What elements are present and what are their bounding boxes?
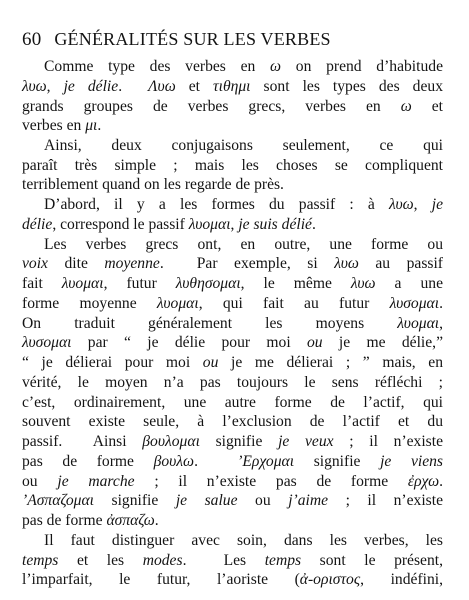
- text-line-17: vérité, le moyen n’a pas toujours le sens réfléchi ;: [22, 373, 443, 391]
- text-line-8: D’abord, il y a les formes du passif : à λυω, je: [44, 196, 444, 214]
- text-line-25: Il faut distinguer avec soin, dans les verbes, les: [44, 531, 443, 549]
- text-line-18: c’est, ordinairement, une autre forme de l’actif, qui: [22, 393, 443, 411]
- text-line-15: λυσομαι par “ je délie pour moi ou je me délie,”: [22, 334, 443, 352]
- text-line-9: délie, correspond le passif λυομαι, je suis délié.: [22, 215, 316, 233]
- text-line-19: souvent existe seule, à l’exclusion de l’actif et du: [22, 413, 443, 431]
- text-line-24: pas de forme ἀσπαζω.: [22, 512, 159, 529]
- text-line-3: grands groupes de verbes grecs, verbes en ω et: [22, 97, 443, 115]
- text-line-22: ou je marche ; il n’existe pas de forme ἐρχω.: [22, 472, 444, 490]
- text-line-4: verbes en μι.: [22, 117, 102, 135]
- text-line-10: Les verbes grecs ont, en outre, une forme ou: [44, 235, 443, 253]
- text-line-2: λυω, je délie. Λυω et τιθημι sont les types des deux: [22, 77, 443, 95]
- text-line-27: l’imparfait, le futur, l’aoriste (ἀ-οριστος, indéfini,: [22, 571, 443, 589]
- text-line-14: On traduit généralement les moyens λυομαι,: [22, 314, 443, 332]
- page-number: 60: [22, 29, 42, 50]
- text-line-7: terriblement quand on les regarde de près.: [22, 176, 284, 194]
- text-line-12: fait λυομαι, futur λυθησομαι, le même λυω a une: [22, 275, 443, 293]
- text-line-13: forme moyenne λυομαι, qui fait au futur λυσομαι.: [22, 294, 443, 312]
- text-line-20: passif. Ainsi βουλομαι signifie je veux ; il n’existe: [22, 433, 444, 451]
- text-line-23: ’Ασπαζομαι signifie je salue ou j’aime ; il n’existe: [22, 492, 443, 510]
- text-line-6: paraît très simple ; mais les choses se compliquent: [22, 156, 443, 174]
- text-line-11: voix dite moyenne. Par exemple, si λυω au passif: [22, 255, 444, 273]
- text-line-5: Ainsi, deux conjugaisons seulement, ce qui: [44, 137, 443, 154]
- text-line-16: “ je délierai pour moi ou je me délierai ; ” mais, en: [22, 354, 443, 372]
- running-title: GÉNÉRALITÉS SUR LES VERBES: [54, 29, 331, 49]
- text-line-1: Comme type des verbes en ω on prend d’habitude: [44, 58, 443, 75]
- text-line-21: pas de forme βουλω. ’Ερχομαι signifie je viens: [22, 452, 443, 470]
- text-line-26: temps et les modes. Les temps sont le présent,: [22, 551, 443, 569]
- page-header: [22, 29, 442, 51]
